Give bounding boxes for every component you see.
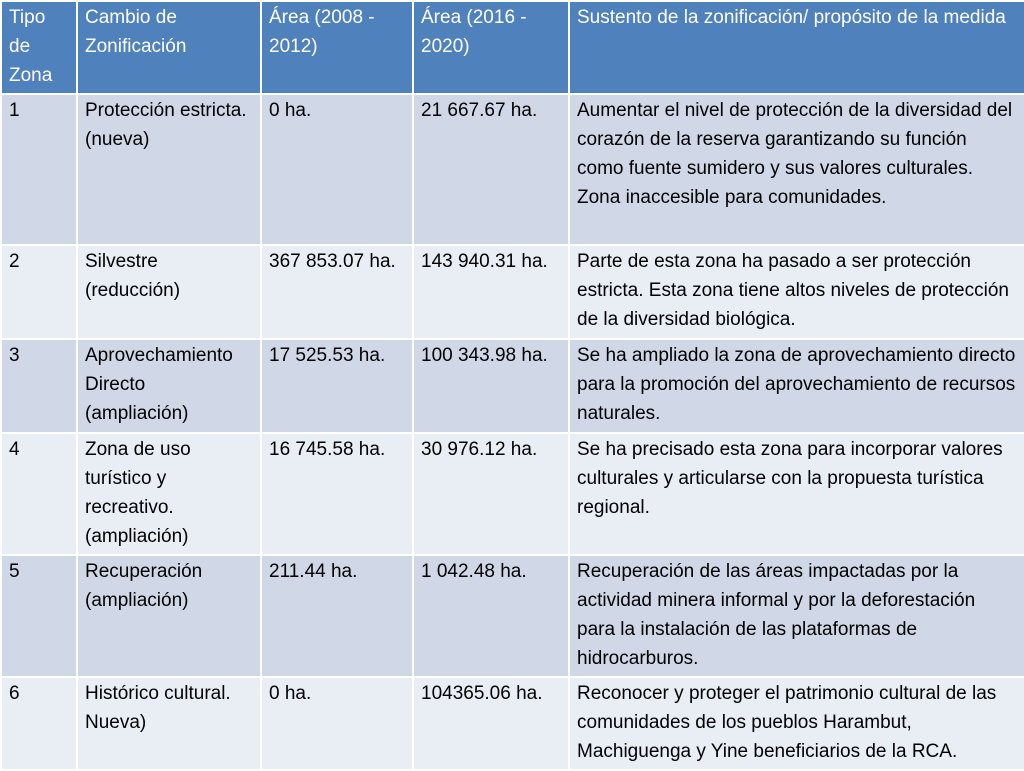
cell-sustento: Se ha ampliado la zona de aprovechamiento directo para la promoción del aprovechamiento de recursos naturales. [569,339,1024,433]
cell-area-2008: 211.44 ha. [261,555,413,677]
cell-cambio: Recuperación (ampliación) [77,555,261,677]
header-row [1,1,1024,94]
header-sustento: Sustento de la zonificación/ propósito de la medida [569,1,1024,94]
table-row [1,433,1024,555]
cell-cambio: Histórico cultural. Nueva) [77,677,261,770]
table-row [1,94,1024,245]
cell-area-2016: 100 343.98 ha. [413,339,569,433]
cell-sustento: Aumentar el nivel de protección de la diversidad del corazón de la reserva garantizando su función como fuente sumidero y sus valores culturales. Zona inaccesible para comunidades. [569,94,1024,245]
table-row [1,339,1024,433]
cell-area-2016: 30 976.12 ha. [413,433,569,555]
table-row [1,555,1024,677]
cell-sustento: Parte de esta zona ha pasado a ser protección estricta. Esta zona tiene altos niveles de protección de la diversidad biológica. [569,245,1024,339]
header-cambio: Cambio de Zonificación [77,1,261,94]
table-row [1,677,1024,770]
cell-tipo: 1 [1,94,77,245]
header-tipo: Tipo de Zona [1,1,77,94]
cell-cambio: Protección estricta. (nueva) [77,94,261,245]
cell-cambio: Silvestre (reducción) [77,245,261,339]
cell-area-2008: 367 853.07 ha. [261,245,413,339]
cell-area-2008: 16 745.58 ha. [261,433,413,555]
cell-area-2016: 143 940.31 ha. [413,245,569,339]
cell-area-2016: 21 667.67 ha. [413,94,569,245]
header-area-2016: Área (2016 - 2020) [413,1,569,94]
cell-sustento: Reconocer y proteger el patrimonio cultural de las comunidades de los pueblos Harambut, Machiguenga y Yine beneficiarios de la RCA. [569,677,1024,770]
cell-area-2016: 104365.06 ha. [413,677,569,770]
cell-tipo: 6 [1,677,77,770]
cell-area-2008: 0 ha. [261,677,413,770]
cell-area-2008: 17 525.53 ha. [261,339,413,433]
cell-tipo: 2 [1,245,77,339]
cell-tipo: 5 [1,555,77,677]
cell-cambio: Aprovechamiento Directo (ampliación) [77,339,261,433]
cell-tipo: 4 [1,433,77,555]
cell-area-2016: 1 042.48 ha. [413,555,569,677]
cell-sustento: Recuperación de las áreas impactadas por la actividad minera informal y por la deforestación para la instalación de las plataformas de hidrocarburos. [569,555,1024,677]
table-row [1,245,1024,339]
cell-sustento: Se ha precisado esta zona para incorporar valores culturales y articularse con la propuesta turística regional. [569,433,1024,555]
cell-cambio: Zona de uso turístico y recreativo. (ampliación) [77,433,261,555]
cell-tipo: 3 [1,339,77,433]
cell-area-2008: 0 ha. [261,94,413,245]
header-area-2008: Área (2008 - 2012) [261,1,413,94]
